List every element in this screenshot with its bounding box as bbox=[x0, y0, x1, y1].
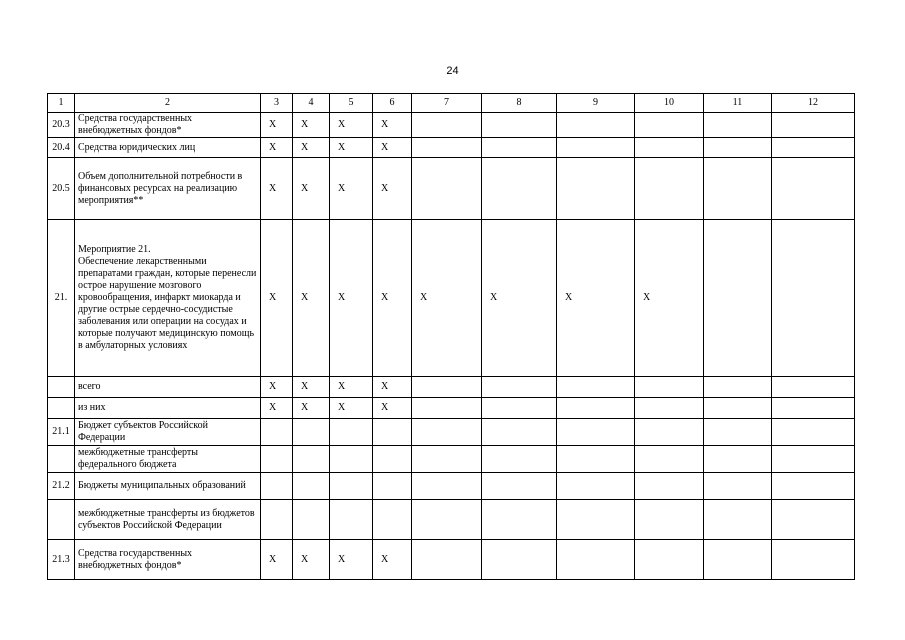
value-cell bbox=[704, 473, 772, 500]
value-cell: X bbox=[330, 138, 373, 158]
table-row bbox=[48, 158, 855, 220]
value-cell bbox=[557, 138, 635, 158]
row-number bbox=[48, 446, 75, 473]
value-cell: X bbox=[482, 220, 557, 377]
value-cell bbox=[330, 446, 373, 473]
column-header: 12 bbox=[772, 94, 855, 113]
column-header: 11 bbox=[704, 94, 772, 113]
value-cell: X bbox=[330, 377, 373, 398]
value-cell bbox=[635, 158, 704, 220]
value-cell bbox=[704, 158, 772, 220]
value-cell bbox=[772, 419, 855, 446]
value-cell bbox=[635, 540, 704, 580]
value-cell bbox=[557, 540, 635, 580]
value-cell bbox=[635, 398, 704, 419]
row-name: из них bbox=[75, 398, 261, 419]
value-cell bbox=[704, 419, 772, 446]
value-cell bbox=[412, 158, 482, 220]
row-name: межбюджетные трансферты федерального бюджета bbox=[75, 446, 261, 473]
row-number: 20.4 bbox=[48, 138, 75, 158]
value-cell: X bbox=[261, 398, 293, 419]
value-cell bbox=[482, 113, 557, 138]
value-cell: X bbox=[412, 220, 482, 377]
column-header: 1 bbox=[48, 94, 75, 113]
value-cell bbox=[412, 113, 482, 138]
value-cell bbox=[772, 377, 855, 398]
value-cell bbox=[412, 500, 482, 540]
column-header: 4 bbox=[293, 94, 330, 113]
value-cell bbox=[772, 158, 855, 220]
value-cell: X bbox=[261, 540, 293, 580]
value-cell bbox=[704, 138, 772, 158]
column-header: 9 bbox=[557, 94, 635, 113]
value-cell bbox=[635, 446, 704, 473]
row-name: Средства государственных внебюджетных фондов* bbox=[75, 540, 261, 580]
value-cell: X bbox=[293, 113, 330, 138]
column-header: 2 bbox=[75, 94, 261, 113]
value-cell: X bbox=[261, 113, 293, 138]
value-cell bbox=[704, 540, 772, 580]
value-cell bbox=[373, 473, 412, 500]
value-cell bbox=[373, 500, 412, 540]
value-cell: X bbox=[373, 398, 412, 419]
value-cell bbox=[261, 473, 293, 500]
table-header-row bbox=[48, 94, 855, 113]
value-cell: X bbox=[373, 220, 412, 377]
value-cell: X bbox=[261, 220, 293, 377]
table-row bbox=[48, 473, 855, 500]
table-row bbox=[48, 113, 855, 138]
value-cell bbox=[557, 398, 635, 419]
value-cell bbox=[557, 377, 635, 398]
value-cell bbox=[330, 419, 373, 446]
value-cell bbox=[482, 158, 557, 220]
table-row bbox=[48, 500, 855, 540]
value-cell bbox=[330, 500, 373, 540]
table-row bbox=[48, 419, 855, 446]
column-header: 5 bbox=[330, 94, 373, 113]
column-header: 3 bbox=[261, 94, 293, 113]
value-cell bbox=[482, 138, 557, 158]
table-row bbox=[48, 540, 855, 580]
value-cell bbox=[412, 540, 482, 580]
value-cell bbox=[482, 473, 557, 500]
value-cell: X bbox=[293, 158, 330, 220]
value-cell bbox=[704, 398, 772, 419]
value-cell bbox=[772, 113, 855, 138]
value-cell bbox=[772, 398, 855, 419]
value-cell bbox=[635, 473, 704, 500]
value-cell: X bbox=[373, 158, 412, 220]
value-cell bbox=[772, 540, 855, 580]
value-cell bbox=[412, 419, 482, 446]
value-cell bbox=[482, 377, 557, 398]
funding-table bbox=[47, 93, 855, 580]
value-cell bbox=[412, 398, 482, 419]
value-cell bbox=[772, 220, 855, 377]
value-cell bbox=[557, 113, 635, 138]
value-cell: X bbox=[557, 220, 635, 377]
value-cell bbox=[557, 500, 635, 540]
value-cell bbox=[293, 473, 330, 500]
value-cell bbox=[293, 500, 330, 540]
value-cell bbox=[261, 500, 293, 540]
value-cell bbox=[482, 446, 557, 473]
row-number: 21.3 bbox=[48, 540, 75, 580]
column-header: 8 bbox=[482, 94, 557, 113]
value-cell bbox=[772, 138, 855, 158]
value-cell bbox=[772, 473, 855, 500]
value-cell bbox=[412, 446, 482, 473]
value-cell bbox=[704, 500, 772, 540]
value-cell bbox=[412, 138, 482, 158]
value-cell: X bbox=[373, 113, 412, 138]
table-row bbox=[48, 220, 855, 377]
value-cell: X bbox=[293, 540, 330, 580]
row-number bbox=[48, 377, 75, 398]
value-cell bbox=[373, 446, 412, 473]
row-number: 21.1 bbox=[48, 419, 75, 446]
row-name: Мероприятие 21. Обеспечение лекарственными препаратами граждан, которые перенесли острое нарушение мозгового кровообращения, инфаркт миокарда и другие острые сердечно-сосудистые заболевания или операции на сосудах и которые получают медицинскую помощь в амбулаторных условиях bbox=[75, 220, 261, 377]
column-header: 10 bbox=[635, 94, 704, 113]
value-cell bbox=[772, 446, 855, 473]
page-number: 24 bbox=[446, 65, 459, 77]
value-cell: X bbox=[293, 377, 330, 398]
value-cell: X bbox=[330, 158, 373, 220]
value-cell bbox=[482, 419, 557, 446]
value-cell bbox=[635, 419, 704, 446]
value-cell bbox=[557, 446, 635, 473]
value-cell: X bbox=[330, 220, 373, 377]
value-cell: X bbox=[330, 540, 373, 580]
row-number bbox=[48, 500, 75, 540]
value-cell bbox=[704, 113, 772, 138]
value-cell bbox=[557, 473, 635, 500]
value-cell bbox=[293, 446, 330, 473]
row-number: 20.5 bbox=[48, 158, 75, 220]
value-cell bbox=[261, 446, 293, 473]
value-cell bbox=[482, 540, 557, 580]
column-header: 6 bbox=[373, 94, 412, 113]
value-cell: X bbox=[330, 398, 373, 419]
value-cell bbox=[635, 377, 704, 398]
value-cell: X bbox=[373, 377, 412, 398]
column-header: 7 bbox=[412, 94, 482, 113]
value-cell bbox=[635, 113, 704, 138]
value-cell: X bbox=[293, 220, 330, 377]
value-cell bbox=[704, 377, 772, 398]
value-cell bbox=[412, 377, 482, 398]
value-cell bbox=[373, 419, 412, 446]
value-cell bbox=[330, 473, 373, 500]
value-cell bbox=[293, 419, 330, 446]
value-cell bbox=[704, 220, 772, 377]
value-cell: X bbox=[373, 540, 412, 580]
table-row bbox=[48, 446, 855, 473]
value-cell bbox=[482, 398, 557, 419]
row-name: Средства юридических лиц bbox=[75, 138, 261, 158]
value-cell bbox=[557, 158, 635, 220]
value-cell bbox=[412, 473, 482, 500]
row-number: 20.3 bbox=[48, 113, 75, 138]
value-cell: X bbox=[293, 138, 330, 158]
row-number bbox=[48, 398, 75, 419]
value-cell: X bbox=[293, 398, 330, 419]
row-name: Бюджеты муниципальных образований bbox=[75, 473, 261, 500]
table-row bbox=[48, 398, 855, 419]
value-cell: X bbox=[635, 220, 704, 377]
value-cell bbox=[635, 500, 704, 540]
value-cell bbox=[482, 500, 557, 540]
value-cell bbox=[557, 419, 635, 446]
table-row bbox=[48, 138, 855, 158]
value-cell: X bbox=[330, 113, 373, 138]
value-cell: X bbox=[261, 138, 293, 158]
value-cell bbox=[704, 446, 772, 473]
row-name: Бюджет субъектов Российской Федерации bbox=[75, 419, 261, 446]
row-name: Средства государственных внебюджетных фондов* bbox=[75, 113, 261, 138]
value-cell: X bbox=[373, 138, 412, 158]
value-cell: X bbox=[261, 377, 293, 398]
row-name: Объем дополнительной потребности в финансовых ресурсах на реализацию мероприятия** bbox=[75, 158, 261, 220]
value-cell: X bbox=[261, 158, 293, 220]
row-name: межбюджетные трансферты из бюджетов субъектов Российской Федерации bbox=[75, 500, 261, 540]
value-cell bbox=[261, 419, 293, 446]
value-cell bbox=[772, 500, 855, 540]
row-number: 21. bbox=[48, 220, 75, 377]
table-row bbox=[48, 377, 855, 398]
value-cell bbox=[635, 138, 704, 158]
row-name: всего bbox=[75, 377, 261, 398]
row-number: 21.2 bbox=[48, 473, 75, 500]
